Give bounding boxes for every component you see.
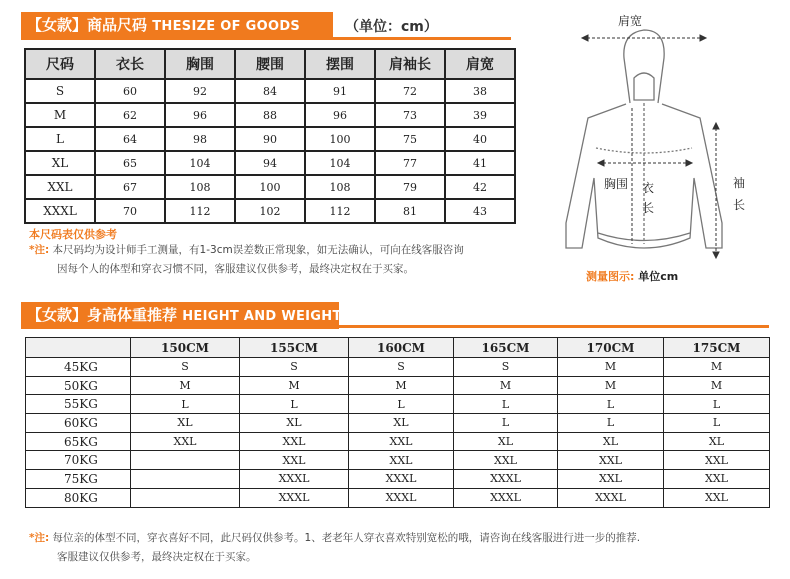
size-cell: 84 — [235, 79, 305, 103]
size-cell: 92 — [165, 79, 235, 103]
rec-table-header — [26, 338, 770, 358]
size-header-cell: 摆围 — [305, 49, 375, 79]
rec-cell: XXL — [558, 470, 664, 489]
table-row — [25, 151, 515, 175]
size-cell: 100 — [305, 127, 375, 151]
rec-row-label: 65KG — [26, 432, 131, 451]
caption-unit: 单位cm — [638, 270, 679, 283]
size-note-star: *注: — [29, 244, 50, 256]
rec-cell: L — [454, 395, 558, 414]
rec-cell: XXL — [240, 432, 349, 451]
size-tag-en: THESIZE OF GOODS — [152, 19, 301, 34]
size-cell: 72 — [375, 79, 445, 103]
size-cell: 39 — [445, 103, 515, 127]
rec-header-cell: 175CM — [664, 338, 770, 358]
rec-cell: XL — [664, 432, 770, 451]
size-cell: 42 — [445, 175, 515, 199]
table-row — [25, 127, 515, 151]
size-cell: 90 — [235, 127, 305, 151]
jacket-diagram — [540, 8, 770, 288]
chest-label: 胸围 — [604, 177, 629, 191]
shoulder-label: 肩宽 — [618, 14, 643, 28]
table-row — [26, 414, 770, 433]
rec-header-cell: 160CM — [349, 338, 454, 358]
size-cell: 104 — [165, 151, 235, 175]
size-row-label: L — [25, 127, 95, 151]
size-note-line1: 本尺码均为设计师手工测量，有1-3cm误差数正常现象，如无法确认，可向在线客服咨询 — [52, 244, 464, 256]
size-cell: 98 — [165, 127, 235, 151]
table-row — [26, 376, 770, 395]
rec-cell: S — [131, 358, 240, 377]
size-header-cell: 肩袖长 — [375, 49, 445, 79]
size-cell: 108 — [165, 175, 235, 199]
size-cell: 40 — [445, 127, 515, 151]
table-row — [25, 199, 515, 223]
size-cell: 75 — [375, 127, 445, 151]
rec-cell: XXL — [240, 451, 349, 470]
rec-cell: XXL — [664, 451, 770, 470]
rec-cell: XXL — [454, 451, 558, 470]
size-cell: 60 — [95, 79, 165, 103]
size-section-tag — [21, 12, 333, 39]
rec-cell: XXXL — [349, 470, 454, 489]
size-cell: 88 — [235, 103, 305, 127]
rec-header-cell: 150CM — [131, 338, 240, 358]
size-header-cell: 腰围 — [235, 49, 305, 79]
rec-cell: M — [558, 376, 664, 395]
sleeve-label: 袖长 — [733, 176, 746, 212]
rec-cell: M — [131, 376, 240, 395]
rec-cell: XXL — [558, 451, 664, 470]
table-row — [26, 395, 770, 414]
rec-cell — [131, 488, 240, 507]
rec-cell — [131, 470, 240, 489]
size-cell: 77 — [375, 151, 445, 175]
rec-cell: XL — [454, 432, 558, 451]
size-cell: 43 — [445, 199, 515, 223]
table-row — [26, 488, 770, 507]
size-row-label: XXL — [25, 175, 95, 199]
rec-cell: L — [558, 395, 664, 414]
rec-cell: XXXL — [558, 488, 664, 507]
table-row — [26, 358, 770, 377]
size-cell: 67 — [95, 175, 165, 199]
recommendation-table — [25, 337, 770, 508]
rec-cell: S — [240, 358, 349, 377]
size-cell: 91 — [305, 79, 375, 103]
size-note — [29, 241, 539, 279]
size-cell: 112 — [165, 199, 235, 223]
rec-row-label: 70KG — [26, 451, 131, 470]
rec-cell: XL — [240, 414, 349, 433]
size-cell: 104 — [305, 151, 375, 175]
table-row — [25, 79, 515, 103]
rec-note-line1: 每位亲的体型不同，穿衣喜好不同，此尺码仅供参考。1、老老年人穿衣喜欢特别宽松的哦，请咨询在线客服进行进一步的推荐. — [52, 532, 641, 544]
rec-cell: M — [664, 358, 770, 377]
rec-cell: L — [558, 414, 664, 433]
size-cell: 41 — [445, 151, 515, 175]
rec-cell: XXL — [664, 470, 770, 489]
rec-note-line2: 客服建议仅供参考，最终决定权在于买家。 — [57, 551, 257, 563]
rec-row-label: 45KG — [26, 358, 131, 377]
rec-cell: XXXL — [240, 488, 349, 507]
size-cell: 102 — [235, 199, 305, 223]
rec-cell: M — [664, 376, 770, 395]
rec-cell: L — [131, 395, 240, 414]
size-row-label: XXXL — [25, 199, 95, 223]
size-table — [24, 48, 516, 224]
table-row — [25, 103, 515, 127]
rec-cell: M — [349, 376, 454, 395]
size-row-label: XL — [25, 151, 95, 175]
rec-cell: L — [240, 395, 349, 414]
size-cell: 70 — [95, 199, 165, 223]
rec-cell: L — [664, 414, 770, 433]
diagram-caption — [586, 268, 678, 284]
table-row — [26, 432, 770, 451]
rec-cell: XXXL — [240, 470, 349, 489]
size-header-cell: 肩宽 — [445, 49, 515, 79]
rec-tag-cn: 【女款】身高体重推荐 — [27, 306, 178, 324]
rec-header-cell: 155CM — [240, 338, 349, 358]
size-cell: 79 — [375, 175, 445, 199]
rec-cell: XL — [131, 414, 240, 433]
rec-cell: XL — [558, 432, 664, 451]
rec-row-label: 75KG — [26, 470, 131, 489]
rec-cell: S — [454, 358, 558, 377]
size-cell: 64 — [95, 127, 165, 151]
size-header-cell: 胸围 — [165, 49, 235, 79]
rec-row-label: 60KG — [26, 414, 131, 433]
rec-row-label: 55KG — [26, 395, 131, 414]
rec-cell: XXXL — [454, 488, 558, 507]
size-cell: 108 — [305, 175, 375, 199]
caption-label: 测量图示: — [586, 270, 635, 283]
size-note-title: 本尺码表仅供参考 — [29, 228, 117, 241]
rec-header-cell — [26, 338, 131, 358]
table-row — [26, 470, 770, 489]
table-row — [26, 451, 770, 470]
rec-cell: XXL — [349, 451, 454, 470]
size-header-cell: 尺码 — [25, 49, 95, 79]
rec-tag-en: HEIGHT AND WEIGHT — [182, 309, 342, 324]
rec-cell: XXXL — [454, 470, 558, 489]
rec-cell: S — [349, 358, 454, 377]
rec-row-label: 80KG — [26, 488, 131, 507]
size-header-cell: 衣长 — [95, 49, 165, 79]
size-cell: 112 — [305, 199, 375, 223]
rec-section-tag — [21, 302, 342, 329]
size-row-label: S — [25, 79, 95, 103]
size-table-header — [25, 49, 515, 79]
rec-cell: XXL — [349, 432, 454, 451]
size-tag-cn: 【女款】商品尺码 — [27, 16, 148, 34]
rec-note-star: *注: — [29, 532, 50, 544]
size-cell: 96 — [305, 103, 375, 127]
rec-note — [29, 529, 779, 567]
size-cell: 65 — [95, 151, 165, 175]
size-note-line2: 因每个人的体型和穿衣习惯不同，客服建议仅供参考，最终决定权在于买家。 — [57, 263, 414, 275]
length-label: 衣长 — [642, 181, 655, 215]
rec-header-cell: 170CM — [558, 338, 664, 358]
size-cell: 94 — [235, 151, 305, 175]
size-cell: 81 — [375, 199, 445, 223]
rec-cell: M — [454, 376, 558, 395]
rec-cell: L — [664, 395, 770, 414]
size-cell: 73 — [375, 103, 445, 127]
size-row-label: M — [25, 103, 95, 127]
size-cell: 96 — [165, 103, 235, 127]
size-cell: 100 — [235, 175, 305, 199]
rec-cell: L — [349, 395, 454, 414]
rec-cell: L — [454, 414, 558, 433]
rec-cell: XL — [349, 414, 454, 433]
table-row — [25, 175, 515, 199]
rec-cell — [131, 451, 240, 470]
unit-label: （单位：cm） — [345, 19, 438, 35]
rec-cell: XXL — [131, 432, 240, 451]
rec-header-cell: 165CM — [454, 338, 558, 358]
size-cell: 38 — [445, 79, 515, 103]
rec-cell: M — [240, 376, 349, 395]
rec-cell: XXXL — [349, 488, 454, 507]
rec-cell: XXL — [664, 488, 770, 507]
size-cell: 62 — [95, 103, 165, 127]
rec-row-label: 50KG — [26, 376, 131, 395]
rec-cell: M — [558, 358, 664, 377]
